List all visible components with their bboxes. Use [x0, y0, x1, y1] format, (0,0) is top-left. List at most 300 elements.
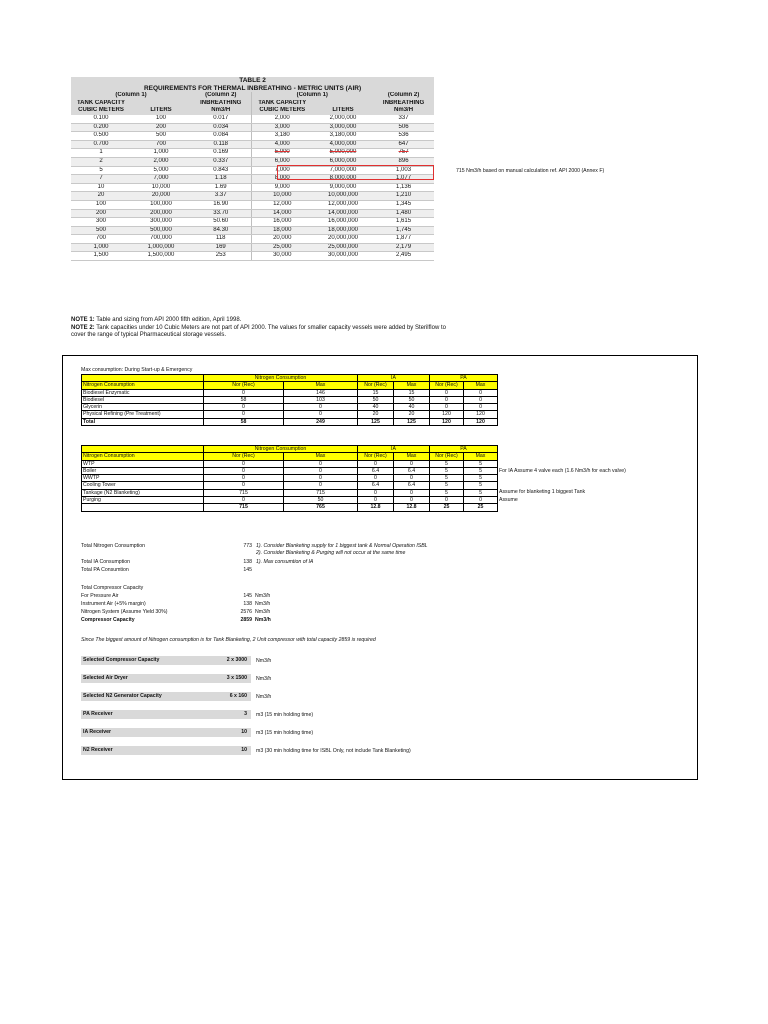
table-cell: 5 [71, 166, 131, 175]
table-cell: Purging [82, 497, 204, 504]
compressor-row-unit: Nm3/h [255, 593, 271, 599]
table-cell: 3,000,000 [313, 123, 373, 132]
header-cell: CUBIC METERS [251, 107, 313, 115]
table-cell: 0.118 [191, 140, 251, 149]
sub-header: Nor (Rec) [358, 453, 394, 460]
col-group-3: (Column 1) [251, 92, 373, 100]
table-cell: 9,000,000 [313, 183, 373, 192]
table-cell: 16,000,000 [313, 218, 373, 227]
table-cell: 8,000,000 [313, 175, 373, 184]
table-cell: 100 [71, 200, 131, 209]
table-row [71, 226, 434, 235]
table-title: TABLE 2 [71, 77, 434, 85]
table-cell: 12,000,000 [313, 200, 373, 209]
compressor-row-value: 2576 [240, 609, 252, 615]
table-cell: 757 [373, 149, 434, 158]
header-cell: TANK CAPACITY [71, 100, 131, 108]
compressor-capacity-unit: Nm3/h [255, 617, 271, 623]
table-cell: 118 [191, 235, 251, 244]
table-cell: 40 [358, 404, 394, 411]
table-cell: 18,000,000 [313, 226, 373, 235]
table-cell: 20 [394, 411, 430, 418]
table-cell: 0 [204, 411, 284, 418]
table-row [82, 411, 498, 418]
table-cell: 25,000,000 [313, 243, 373, 252]
header-cell: Nm3/H [373, 107, 434, 115]
table-cell: Boiler [82, 467, 204, 474]
table-cell: 0 [358, 497, 394, 504]
table-cell: 506 [373, 123, 434, 132]
total-cell: 120 [464, 418, 498, 425]
table-cell: 1,003 [373, 166, 434, 175]
group-header: Nitrogen Consumption [204, 446, 358, 453]
table-cell: 0 [358, 489, 394, 496]
table-cell: 0 [430, 404, 464, 411]
consumption-table-2 [81, 445, 498, 512]
table-cell: 0 [394, 475, 430, 482]
table-cell: 0 [284, 411, 358, 418]
table-cell: 10,000 [131, 183, 191, 192]
table-cell: 20 [358, 411, 394, 418]
table-cell: 14,000 [251, 209, 313, 218]
group-header-row [82, 446, 498, 453]
table-row [71, 252, 434, 261]
selection-value: 3 [244, 711, 247, 717]
table-cell: 0.500 [71, 132, 131, 141]
table-cell: 0 [284, 404, 358, 411]
table-cell: 0.100 [71, 115, 131, 123]
table-cell: 337 [373, 115, 434, 123]
table-cell: 0 [464, 497, 498, 504]
table-cell: Glycerin [82, 404, 204, 411]
table-cell: 5 [430, 475, 464, 482]
compressor-row-label: Instrument Air (+5% margin) [81, 601, 146, 607]
table-cell: 120 [430, 411, 464, 418]
row-note: Assume for blanketing 1 biggest Tank [499, 489, 586, 496]
total-ia-note: 1). Max consumtion of IA [256, 559, 314, 565]
table-cell: 1,210 [373, 192, 434, 201]
sub-header: Max [284, 453, 358, 460]
table-cell: 6.4 [358, 467, 394, 474]
sheet-title: Max consumption: During Start-up & Emergency [81, 367, 193, 373]
table-cell: 200,000 [131, 209, 191, 218]
selection-label: PA Receiver [83, 711, 113, 717]
table-cell: Physical Refining (Pre Treatment) [82, 411, 204, 418]
table-row [71, 209, 434, 218]
requirement-statement: Since The biggest amount of Nitrogen consumption is for Tank Blanketing, 2 Unit compressor with total capacity 2859 is required [81, 637, 376, 643]
table-cell: 1,077 [373, 175, 434, 184]
total-cell: 12.8 [394, 504, 430, 511]
table-cell: 1,000 [71, 243, 131, 252]
table-cell: 12,000 [251, 200, 313, 209]
table-cell: 1.69 [191, 183, 251, 192]
table-cell: 58 [204, 396, 284, 403]
table-cell: 1 [71, 149, 131, 158]
compressor-row-value: 145 [243, 593, 252, 599]
sub-header: Nor (Rec) [204, 382, 284, 389]
compressor-capacity-label: Compressor Capacity [81, 617, 135, 623]
table-cell: 5 [464, 475, 498, 482]
selection-box [81, 674, 251, 683]
group-header-row [82, 375, 498, 382]
table-cell: 0 [204, 460, 284, 467]
table-row [71, 140, 434, 149]
group-header: IA [358, 446, 430, 453]
table-cell: 0 [284, 467, 358, 474]
compressor-row-unit: Nm3/h [255, 609, 271, 615]
total-cell: 715 [204, 504, 284, 511]
table-cell: 30,000 [251, 252, 313, 261]
selection-box [81, 692, 251, 701]
table-cell: 500 [131, 132, 191, 141]
table-row [71, 218, 434, 227]
group-header: Nitrogen Consumption [204, 375, 358, 382]
table-cell: 0 [204, 389, 284, 396]
table-cell: 0.084 [191, 132, 251, 141]
total-cell: 125 [394, 418, 430, 425]
table-cell: 0 [358, 460, 394, 467]
table-cell: 50 [394, 396, 430, 403]
selection-label: Selected N2 Generator Capacity [83, 693, 162, 699]
table-cell: 3,000 [251, 123, 313, 132]
table-cell: 0 [284, 460, 358, 467]
table-cell: 0 [284, 475, 358, 482]
table-row [71, 115, 434, 123]
table-cell: 6.4 [394, 482, 430, 489]
table-cell: 14,000,000 [313, 209, 373, 218]
table-cell: 715 [204, 489, 284, 496]
total-cell: 249 [284, 418, 358, 425]
selection-box [81, 746, 251, 755]
consumption-table-1 [81, 374, 498, 426]
header-cell: INBREATHING [373, 100, 434, 108]
sub-header: Nor (Rec) [204, 453, 284, 460]
table-row [82, 475, 498, 482]
selection-value: 10 [241, 729, 247, 735]
table-cell: WTP [82, 460, 204, 467]
table-cell: 0 [204, 497, 284, 504]
table-cell: 50.60 [191, 218, 251, 227]
total-pa-label: Total PA Consumtion [81, 567, 129, 573]
header-cell: TANK CAPACITY [251, 100, 313, 108]
table-cell: 6,000,000 [313, 157, 373, 166]
table-cell: 1,500,000 [131, 252, 191, 261]
total-cell: 765 [284, 504, 358, 511]
table-cell: 16.90 [191, 200, 251, 209]
total-cell [82, 504, 204, 511]
table-cell: 5 [430, 460, 464, 467]
total-row [82, 418, 498, 425]
total-cell: 25 [464, 504, 498, 511]
note-2: NOTE 2: Tank capacities under 10 Cubic Meters are not part of API 2000. The values for smaller capacity vessels were added by Sterilflow to cover the range of typical Pharmaceutical storage vessels. [71, 324, 446, 339]
table-cell: 0 [430, 497, 464, 504]
table-cell: 500,000 [131, 226, 191, 235]
table-cell: 3.37 [191, 192, 251, 201]
table-cell: 15 [358, 389, 394, 396]
table-cell: 20,000,000 [313, 235, 373, 244]
sub-header: Nitrogen Consumption [82, 382, 204, 389]
table-cell: 146 [284, 389, 358, 396]
table-cell: 0 [394, 489, 430, 496]
sub-header: Nor (Rec) [430, 382, 464, 389]
table-cell: 1.18 [191, 175, 251, 184]
table-row [82, 389, 498, 396]
sub-header: Max [464, 453, 498, 460]
total-cell: 125 [358, 418, 394, 425]
table-cell: Biodiesel Enzymatic [82, 389, 204, 396]
table-cell: 0.843 [191, 166, 251, 175]
table-cell: 18,000 [251, 226, 313, 235]
sub-header: Nor (Rec) [430, 453, 464, 460]
table-cell: 0 [394, 497, 430, 504]
table-cell: 0.700 [71, 140, 131, 149]
table-cell: 0 [284, 482, 358, 489]
table-row [82, 467, 498, 474]
table-cell: 6,000 [251, 157, 313, 166]
table-cell: 0 [358, 475, 394, 482]
table-cell: 6.4 [358, 482, 394, 489]
row-note: Assume [499, 496, 518, 503]
table-cell: 7,000,000 [313, 166, 373, 175]
table-row [71, 243, 434, 252]
selection-box [81, 728, 251, 737]
table-cell: 2,000 [131, 157, 191, 166]
table-row [71, 123, 434, 132]
table-cell: 3,180,000 [313, 132, 373, 141]
total-cell: 25 [430, 504, 464, 511]
calculation-sheet [62, 355, 698, 780]
total-pa-value: 145 [243, 567, 252, 573]
table-cell: 0 [394, 460, 430, 467]
table-cell: 50 [358, 396, 394, 403]
table-row [71, 183, 434, 192]
table-cell: 2,000,000 [313, 115, 373, 123]
table-cell: 169 [191, 243, 251, 252]
total-cell: 58 [204, 418, 284, 425]
total-n2-note-1: 1). Consider Blanketing supply for 1 biggest tank & Normal Operation ISBL [256, 543, 428, 549]
table-cell: 10 [71, 183, 131, 192]
table-cell: 0 [430, 389, 464, 396]
sub-header: Max [394, 382, 430, 389]
table-notes [71, 317, 451, 340]
table-row [82, 489, 498, 496]
table-cell: 647 [373, 140, 434, 149]
table-cell: 40 [394, 404, 430, 411]
sub-header: Max [464, 382, 498, 389]
table-cell: 2,495 [373, 252, 434, 261]
selection-unit: Nm3/h [256, 693, 272, 700]
selection-label: IA Receiver [83, 729, 112, 735]
header-cell: Nm3/H [191, 107, 251, 115]
table-cell: 9,000 [251, 183, 313, 192]
table-cell: 1,136 [373, 183, 434, 192]
table-cell: 5,000 [131, 166, 191, 175]
table-row [82, 396, 498, 403]
table-cell: 16,000 [251, 218, 313, 227]
table-cell: 0.337 [191, 157, 251, 166]
row-note: For IA Assume 4 valve each (1.6 Nm3/h for each valve) [499, 467, 626, 474]
table-cell: 5 [430, 489, 464, 496]
table-row [71, 200, 434, 209]
selection-unit: Nm3/h [256, 675, 272, 682]
table-cell: 715 [284, 489, 358, 496]
table-cell: 200 [71, 209, 131, 218]
blank-cell [82, 446, 204, 453]
selection-label: N2 Receiver [83, 747, 113, 753]
table-cell: 10,000,000 [313, 192, 373, 201]
table-cell: 5,000 [251, 149, 313, 158]
table-cell: 700,000 [131, 235, 191, 244]
selection-label: Selected Air Dryer [83, 675, 128, 681]
table-cell: 0 [204, 467, 284, 474]
table-cell: 50 [284, 497, 358, 504]
api-side-note: 715 Nm3/h based on manual calculation ref. API 2000 (Annex F) [456, 168, 605, 174]
header-cell [313, 100, 373, 108]
col-group-2: (Column 2) [191, 92, 251, 100]
table-cell: 253 [191, 252, 251, 261]
table-cell: 300,000 [131, 218, 191, 227]
table-cell: 5 [464, 460, 498, 467]
table-cell: 0.017 [191, 115, 251, 123]
compressor-row-label: Nitrogen System (Assume Yield 30%) [81, 609, 168, 615]
sub-header: Nitrogen Consumption [82, 453, 204, 460]
table-cell: 7,000 [131, 175, 191, 184]
selection-value: 3 x 1500 [226, 675, 247, 681]
table-cell: Biodiesel [82, 396, 204, 403]
total-cell: 12.8 [358, 504, 394, 511]
sub-header-row [82, 382, 498, 389]
table-cell: 1,877 [373, 235, 434, 244]
table-cell: 536 [373, 132, 434, 141]
table-cell: 20,000 [251, 235, 313, 244]
table-cell: 4,000,000 [313, 140, 373, 149]
table-cell: 0 [204, 482, 284, 489]
table-cell: 0 [464, 396, 498, 403]
table-cell: 15 [394, 389, 430, 396]
table-cell: 100,000 [131, 200, 191, 209]
table-cell: 1,745 [373, 226, 434, 235]
table-cell: 3,180 [251, 132, 313, 141]
table-cell: Tankage (N2 Blanketing) [82, 489, 204, 496]
table-cell: 7,000 [251, 166, 313, 175]
table-cell: 0.034 [191, 123, 251, 132]
table-row [71, 132, 434, 141]
table-cell: 700 [71, 235, 131, 244]
table-cell: 0.169 [191, 149, 251, 158]
total-ia-label: Total IA Consumption [81, 559, 131, 565]
total-n2-label: Total Nitrogen Consumption [81, 543, 146, 549]
table-cell: 7 [71, 175, 131, 184]
selection-label: Selected Compressor Capacity [83, 657, 160, 663]
highlight-box [277, 165, 434, 180]
table-cell: 0 [204, 475, 284, 482]
table-cell: 5 [464, 467, 498, 474]
total-row [82, 504, 498, 511]
table-cell: 0.200 [71, 123, 131, 132]
selection-value: 10 [241, 747, 247, 753]
compressor-row-label: For Pressure Air [81, 593, 119, 599]
group-header: IA [358, 375, 430, 382]
table-cell: 0 [430, 396, 464, 403]
selection-unit: Nm3/h [256, 657, 272, 664]
compressor-capacity-value: 2859 [240, 617, 252, 623]
sub-header: Max [284, 382, 358, 389]
total-ia-value: 138 [243, 559, 252, 565]
table-cell: 20,000 [131, 192, 191, 201]
selection-value: 6 x 160 [229, 693, 247, 699]
group-header: PA [430, 375, 498, 382]
table-cell: 700 [131, 140, 191, 149]
table-cell: 6.4 [394, 467, 430, 474]
header-cell: LITERS [313, 107, 373, 115]
table-cell: 5 [430, 482, 464, 489]
selection-value: 2 x 3000 [226, 657, 247, 663]
table-cell: 1,345 [373, 200, 434, 209]
table-cell: 103 [284, 396, 358, 403]
table-cell: 2,179 [373, 243, 434, 252]
table-cell: 100 [131, 115, 191, 123]
group-header: PA [430, 446, 498, 453]
table-cell: 25,000 [251, 243, 313, 252]
table-cell: 5 [464, 489, 498, 496]
table-cell: 5,000,000 [313, 149, 373, 158]
table-cell: 0 [464, 389, 498, 396]
table-cell: 30,000,000 [313, 252, 373, 261]
table-cell: 84.30 [191, 226, 251, 235]
sub-header: Max [394, 453, 430, 460]
note-1: NOTE 1: Table and sizing from API 2000 fifth edition, April 1998. [71, 317, 242, 323]
table-cell: WWTP [82, 475, 204, 482]
sub-header: Nor (Rec) [358, 382, 394, 389]
total-n2-value: 773 [243, 543, 252, 549]
table-cell: 1,615 [373, 218, 434, 227]
table-row [82, 460, 498, 467]
selection-box [81, 710, 251, 719]
table-row [71, 235, 434, 244]
table-row [82, 404, 498, 411]
table-cell: 1,000 [131, 149, 191, 158]
table-cell: 896 [373, 157, 434, 166]
table-cell: 0 [464, 404, 498, 411]
table-cell: 300 [71, 218, 131, 227]
table-cell: 10,000 [251, 192, 313, 201]
compressor-heading: Total Compressor Capacity [81, 585, 144, 591]
blank-cell [82, 375, 204, 382]
table-cell: 5 [464, 482, 498, 489]
total-cell: Total [82, 418, 204, 425]
table-cell: Cooling Tower [82, 482, 204, 489]
table-row [82, 497, 498, 504]
table-cell: 33.70 [191, 209, 251, 218]
header-cell: CUBIC METERS [71, 107, 131, 115]
selection-unit: m3 (15 min holding time) [256, 711, 314, 718]
col-group-1: (Column 1) [71, 92, 191, 100]
table-cell: 200 [131, 123, 191, 132]
table-cell: 2 [71, 157, 131, 166]
table-cell: 4,000 [251, 140, 313, 149]
selection-unit: m3 (15 min holding time) [256, 729, 314, 736]
table-subtitle: REQUIREMENTS FOR THERMAL INBREATHING - METRIC UNITS (AIR) [71, 85, 434, 93]
table-row [82, 482, 498, 489]
total-n2-note-2: 2). Consider Blanketing & Purging will not occur at the same time [256, 550, 406, 556]
sub-header-row [82, 453, 498, 460]
table-cell: 5 [430, 467, 464, 474]
col-group-4: (Column 2) [373, 92, 434, 100]
table-cell: 120 [464, 411, 498, 418]
table-cell: 1,500 [71, 252, 131, 261]
table-cell: 500 [71, 226, 131, 235]
total-cell: 120 [430, 418, 464, 425]
